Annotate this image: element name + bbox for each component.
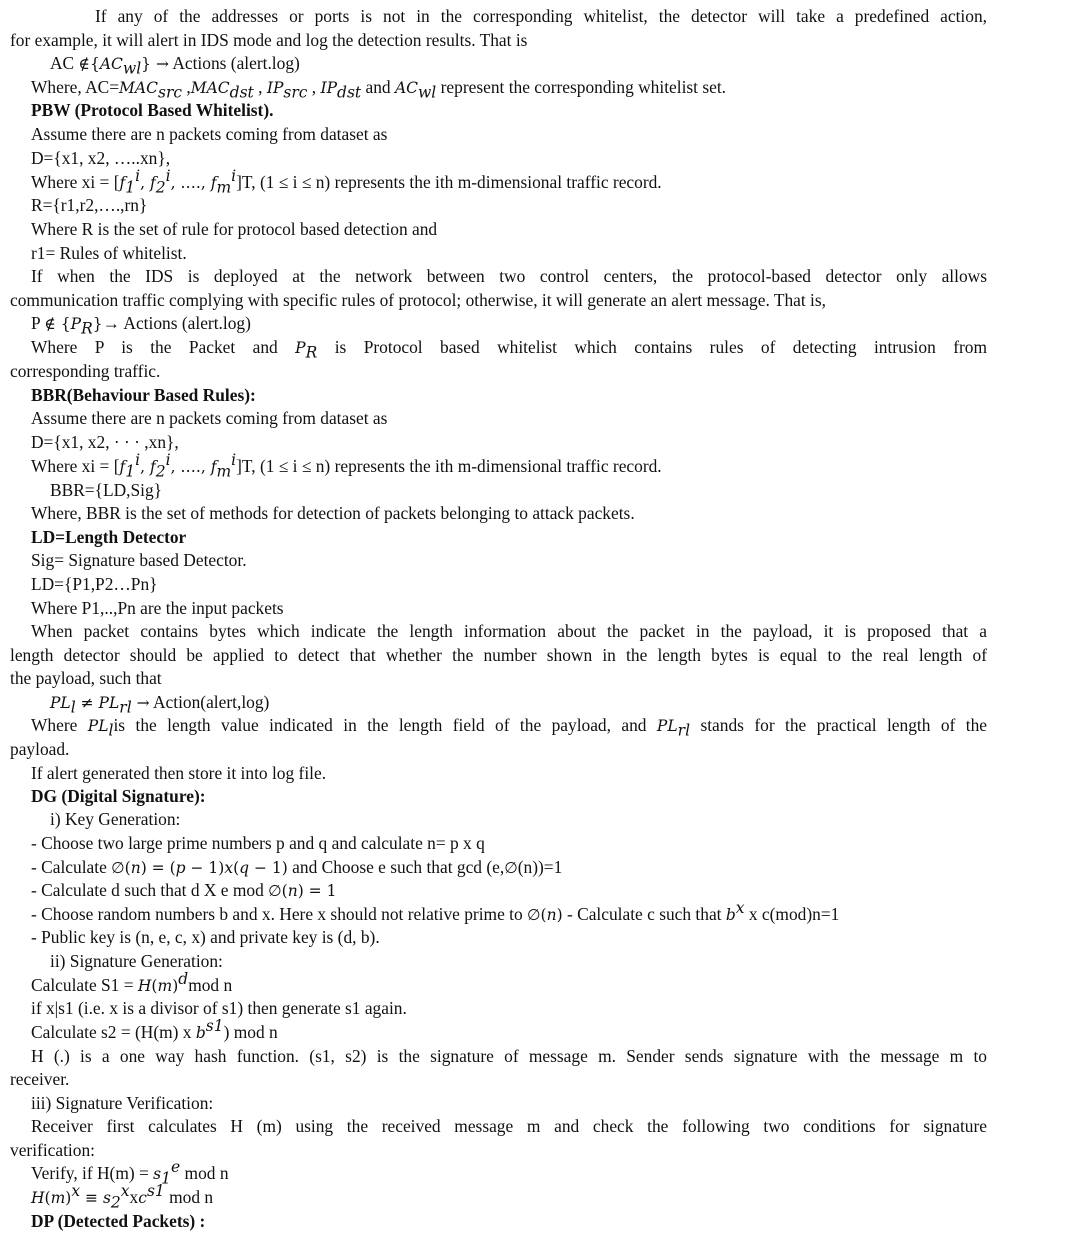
text-line	[95, 5, 987, 29]
math-text: ≡	[80, 1189, 103, 1207]
text-run: D={x1, x2, · · · ,xn},	[31, 432, 179, 452]
math-superscript: i	[135, 451, 141, 470]
text-line	[31, 926, 987, 950]
text-run: Actions (alert.log)	[168, 53, 300, 73]
math-text: q	[239, 859, 250, 877]
text-run: ,	[182, 77, 191, 97]
math-subscript: wl	[122, 59, 142, 78]
text-run: → Actions (alert.log)	[102, 313, 251, 333]
math-superscript: x	[71, 1182, 81, 1201]
math-text: m	[50, 1189, 66, 1207]
text-line	[31, 336, 987, 360]
math-text: )	[556, 906, 563, 924]
math-text: P	[70, 315, 82, 333]
text-run: Calculate s2 = (H(m) x	[31, 1022, 196, 1042]
math-text: f	[149, 458, 156, 476]
math-text: H	[31, 1189, 45, 1207]
math-text: PL	[87, 717, 109, 735]
text-run: for example, it will alert in IDS mode and log the detection results. That is	[10, 30, 528, 50]
text-line	[31, 218, 987, 242]
math-superscript: i	[135, 167, 141, 186]
text-run: mod n	[180, 1163, 229, 1183]
text-line	[31, 167, 987, 197]
math-subscript: rl	[119, 698, 132, 717]
text-run: Action(alert,log)	[149, 692, 270, 712]
text-line	[31, 451, 987, 481]
text-run: Assume there are n packets coming from dataset as	[31, 408, 388, 428]
math-text: p	[175, 859, 186, 877]
text-run: ,	[307, 77, 321, 97]
text-run: LD={P1,P2…Pn}	[31, 574, 158, 594]
text-line	[31, 99, 987, 123]
text-line	[10, 29, 987, 53]
math-superscript: s1	[205, 1017, 224, 1036]
math-text: (	[151, 977, 158, 995]
math-text: }	[92, 315, 103, 333]
text-run: Where R is the set of rule for protocol based detection and	[31, 219, 438, 239]
text-line	[31, 762, 987, 786]
section-heading: PBW (Protocol Based Whitelist).	[31, 100, 274, 120]
text-run: communication traffic complying with specific rules of protocol; otherwise, it will generate an alert message. That is,	[10, 290, 826, 310]
math-text: ) = 1	[297, 882, 337, 900]
math-text: MAC	[119, 79, 158, 97]
math-subscript: 2	[155, 178, 166, 197]
text-run: stands for the practical length of the	[690, 715, 987, 735]
math-text: , ….,	[170, 174, 211, 192]
math-text: − 1)	[185, 859, 225, 877]
math-text: AC	[394, 79, 419, 97]
text-run: if x|s1 (i.e. x is a divisor of s1) then generate s1 again.	[31, 998, 407, 1018]
math-subscript: 2	[155, 462, 166, 481]
text-run: is Protocol based whitelist which contains rules of detecting intrusion from	[317, 337, 987, 357]
text-run: If any of the addresses or ports is not in the corresponding whitelist, the detector will take a predefined action,	[95, 6, 987, 26]
text-run: If when the IDS is deployed at the network between two control centers, the protocol-based detector only allows	[31, 266, 987, 286]
math-text: (	[233, 859, 240, 877]
math-subscript: 1	[125, 178, 136, 197]
text-run: Receiver first calculates H (m) using the received message m and check the following two conditions for signature	[31, 1116, 987, 1136]
text-run: is the length value indicated in the length field of the payload, and	[113, 715, 657, 735]
math-text: ≠	[75, 694, 99, 712]
math-subscript: 1	[161, 1169, 172, 1188]
math-text: ∅(	[527, 906, 547, 924]
text-line	[31, 997, 987, 1021]
math-text: ∅	[504, 859, 518, 877]
text-line	[50, 691, 987, 715]
math-text: f	[210, 458, 217, 476]
math-text: ∉ {	[44, 315, 71, 333]
math-subscript: l	[108, 721, 114, 740]
text-line	[31, 832, 987, 856]
text-line	[31, 1092, 987, 1116]
text-line	[31, 1115, 987, 1139]
text-run: length detector should be applied to detect that whether the number shown in the length bytes is equal to the real length of	[10, 645, 987, 665]
math-superscript: x	[120, 1182, 130, 1201]
text-run: x	[129, 1187, 139, 1207]
text-line	[31, 265, 987, 289]
math-text: s	[102, 1189, 111, 1207]
text-run: - Choose two large prime numbers p and q and calculate n= p x q	[31, 833, 485, 853]
math-text: AC	[99, 55, 123, 73]
math-text: − 1)	[249, 859, 288, 877]
math-subscript: src	[157, 83, 183, 102]
text-line	[31, 899, 987, 927]
text-line	[31, 384, 987, 408]
text-run: payload.	[10, 739, 70, 759]
text-line	[10, 289, 987, 313]
text-run: represent the corresponding whitelist set.	[436, 77, 727, 97]
math-text: n	[130, 859, 141, 877]
text-run: and Choose e such that gcd (e,	[287, 857, 505, 877]
text-line	[31, 879, 987, 903]
math-text: m	[157, 977, 173, 995]
text-line	[31, 312, 987, 336]
section-heading: BBR(Behaviour Based Rules):	[31, 385, 256, 405]
text-run: and	[361, 77, 395, 97]
math-superscript: s1	[146, 1182, 165, 1201]
text-run: AC	[50, 53, 79, 73]
text-line	[31, 194, 987, 218]
text-line	[31, 431, 987, 455]
text-run: r1= Rules of whitelist.	[31, 243, 187, 263]
math-subscript: dst	[337, 83, 362, 102]
text-line	[50, 950, 987, 974]
text-run: ,	[253, 77, 267, 97]
math-subscript: src	[283, 83, 308, 102]
math-text: MAC	[190, 79, 230, 97]
text-line	[31, 970, 987, 998]
math-text: } →	[141, 55, 169, 73]
text-line	[50, 52, 987, 76]
math-text: ∅(	[111, 859, 131, 877]
math-text: s	[153, 1165, 162, 1183]
text-run: i) Key Generation:	[50, 809, 181, 829]
text-run: corresponding traffic.	[10, 361, 161, 381]
text-run: x c(mod)n=1	[744, 904, 840, 924]
text-run: If alert generated then store it into log file.	[31, 763, 327, 783]
text-run: - Public key is (n, e, c, x) and private key is (d, b).	[31, 927, 380, 947]
math-superscript: i	[165, 451, 171, 470]
math-superscript: i	[165, 167, 171, 186]
text-run: ii) Signature Generation:	[50, 951, 223, 971]
math-text: PL	[98, 694, 120, 712]
text-run: ]T, (1 ≤ i ≤ n) represents the ith m-dimensional traffic record.	[236, 172, 662, 192]
math-text: P	[295, 339, 306, 357]
text-run: H (.) is a one way hash function. (s1, s2) is the signature of message m. Sender sends signature with the message m to	[31, 1046, 987, 1066]
text-run: ]T, (1 ≤ i ≤ n) represents the ith m-dimensional traffic record.	[236, 456, 662, 476]
text-run: Where	[31, 715, 88, 735]
text-run: D={x1, x2, …..xn},	[31, 148, 171, 168]
text-line	[31, 1182, 987, 1212]
text-line	[50, 808, 987, 832]
text-line	[10, 360, 987, 384]
text-line	[31, 573, 987, 597]
text-line	[31, 1210, 987, 1234]
math-text: )	[172, 977, 179, 995]
section-heading: LD=Length Detector	[31, 527, 187, 547]
text-run: Where, BBR is the set of methods for detection of packets belonging to attack packets.	[31, 503, 635, 523]
section-heading: DG (Digital Signature):	[31, 786, 206, 806]
text-line	[31, 76, 987, 100]
math-text: f	[119, 174, 126, 192]
math-text: ) = (	[140, 859, 176, 877]
math-superscript: e	[171, 1158, 181, 1177]
text-line	[31, 147, 987, 171]
text-run: mod n	[188, 975, 233, 995]
text-line	[10, 1068, 987, 1092]
math-text: (	[44, 1189, 51, 1207]
text-run: Where P is the Packet and	[31, 337, 296, 357]
text-run: Where P1,..,Pn are the input packets	[31, 598, 284, 618]
text-run: BBR={LD,Sig}	[50, 480, 163, 500]
text-run: - Calculate c such that	[562, 904, 726, 924]
text-run: Assume there are n packets coming from dataset as	[31, 124, 388, 144]
math-text: IP	[320, 79, 338, 97]
text-line	[10, 667, 987, 691]
text-line	[31, 123, 987, 147]
math-text: ,	[140, 174, 150, 192]
math-subscript: R	[81, 319, 93, 338]
text-line	[31, 785, 987, 809]
text-run: - Calculate	[31, 857, 112, 877]
text-run: iii) Signature Verification:	[31, 1093, 214, 1113]
text-line	[10, 644, 987, 668]
math-text: H	[137, 977, 152, 995]
text-run: Where xi = [	[31, 172, 120, 192]
math-text: PL	[50, 694, 71, 712]
text-run: mod n	[164, 1187, 214, 1207]
math-text: →	[131, 694, 150, 712]
text-run: - Calculate d such that d X e mod	[31, 880, 269, 900]
math-text: )	[65, 1189, 72, 1207]
text-line	[31, 714, 987, 738]
math-superscript: d	[178, 970, 189, 989]
math-text: n	[287, 882, 298, 900]
math-text: n	[546, 906, 557, 924]
text-run: (n))=1	[517, 857, 563, 877]
text-run: the payload, such that	[10, 668, 162, 688]
math-text: ∉{	[78, 55, 100, 73]
text-run: verification:	[10, 1140, 95, 1160]
math-subscript: dst	[229, 83, 254, 102]
math-text: f	[149, 174, 156, 192]
text-line	[31, 1158, 987, 1188]
text-line	[10, 1139, 987, 1163]
math-text: b	[725, 906, 736, 924]
text-line	[10, 738, 987, 762]
math-subscript: 2	[110, 1193, 121, 1212]
text-line	[31, 526, 987, 550]
math-text: f	[210, 174, 217, 192]
math-subscript: l	[70, 698, 76, 717]
text-line	[31, 597, 987, 621]
text-run: P	[31, 313, 45, 333]
text-line	[31, 407, 987, 431]
math-superscript: x	[735, 899, 745, 918]
math-subscript: m	[216, 178, 232, 197]
text-run: Verify, if H(m) =	[31, 1163, 154, 1183]
text-run: Where xi = [	[31, 456, 120, 476]
math-superscript: i	[231, 451, 237, 470]
math-text: c	[138, 1189, 147, 1207]
math-text: , ….,	[170, 458, 211, 476]
text-line	[31, 1017, 987, 1045]
text-run: Where, AC=	[31, 77, 120, 97]
math-text: PL	[656, 717, 678, 735]
math-text: f	[119, 458, 126, 476]
section-heading: DP (Detected Packets) :	[31, 1211, 206, 1231]
text-run: ) mod n	[223, 1022, 278, 1042]
math-text: ,	[140, 458, 150, 476]
text-run: - Choose random numbers b and x. Here x should not relative prime to	[31, 904, 528, 924]
text-line	[31, 502, 987, 526]
math-superscript: i	[231, 167, 237, 186]
math-text: b	[195, 1024, 206, 1042]
text-run: R={r1,r2,….,rn}	[31, 195, 148, 215]
text-line	[50, 479, 987, 503]
text-line	[31, 242, 987, 266]
math-subscript: rl	[677, 721, 691, 740]
text-run: When packet contains bytes which indicate the length information about the packet in the payload, it is proposed that a	[31, 621, 987, 641]
math-subscript: m	[216, 462, 232, 481]
text-run: receiver.	[10, 1069, 70, 1089]
text-line	[31, 549, 987, 573]
math-text: x	[224, 859, 234, 877]
text-run: Calculate S1 =	[31, 975, 138, 995]
text-run: Sig= Signature based Detector.	[31, 550, 247, 570]
text-line	[31, 1045, 987, 1069]
text-line	[31, 856, 987, 880]
math-subscript: 1	[125, 462, 136, 481]
math-text: ∅(	[268, 882, 288, 900]
text-line	[31, 620, 987, 644]
math-subscript: R	[305, 343, 318, 362]
math-subscript: wl	[418, 83, 437, 102]
math-text: IP	[266, 79, 284, 97]
